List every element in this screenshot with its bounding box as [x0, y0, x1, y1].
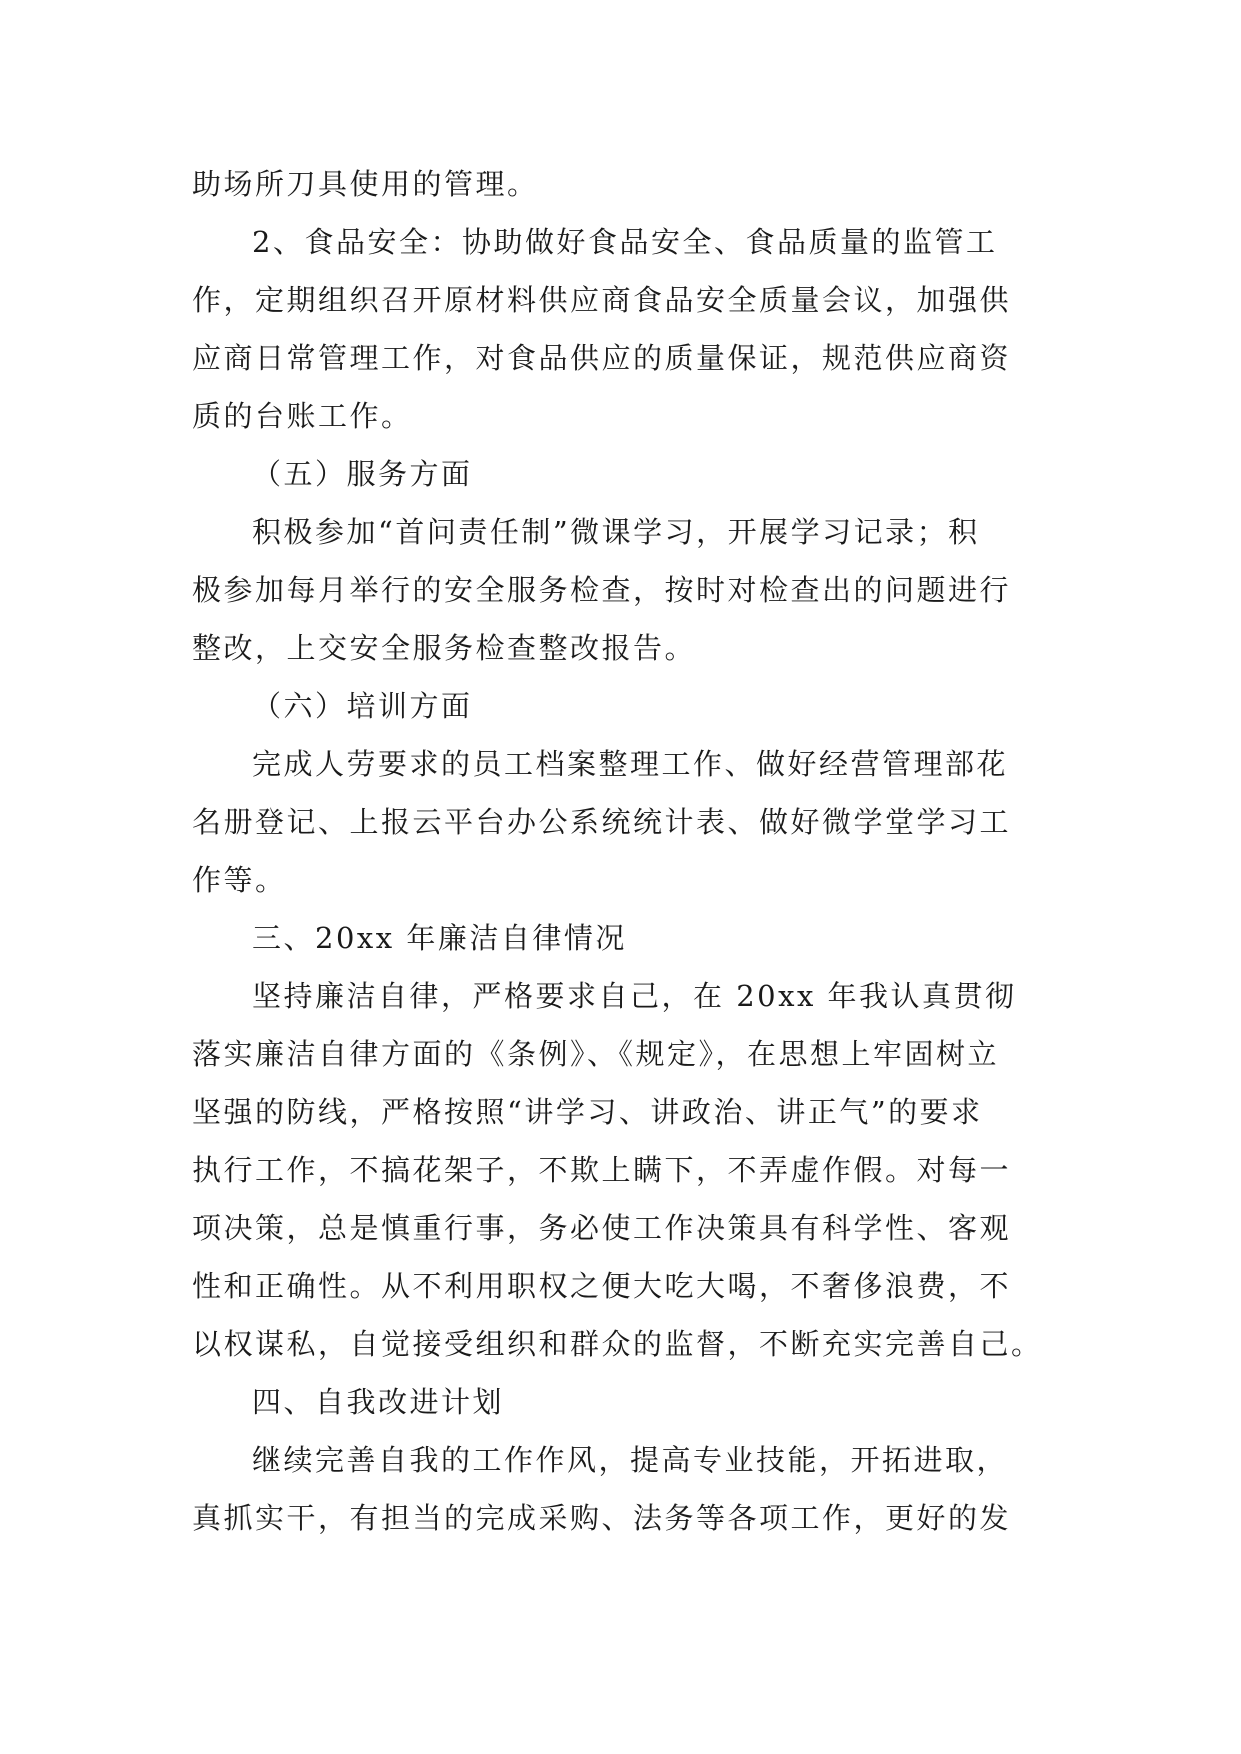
- document-body: [192, 155, 1052, 1547]
- text-line: 名册登记、上报云平台办公系统统计表、做好微学堂学习工: [192, 805, 1012, 839]
- text-line: 坚持廉洁自律，严格要求自己，在 20xx 年我认真贯彻: [252, 979, 1017, 1013]
- text-line: 完成人劳要求的员工档案整理工作、做好经营管理部花: [252, 747, 1009, 781]
- text-line: 质的台账工作。: [192, 399, 413, 433]
- text-line: 2、食品安全：协助做好食品安全、食品质量的监管工: [252, 225, 998, 259]
- text-line: 真抓实干，有担当的完成采购、法务等各项工作，更好的发: [192, 1501, 1012, 1535]
- section-heading: （六）培训方面: [252, 689, 473, 723]
- text-line: 性和正确性。从不利用职权之便大吃大喝，不奢侈浪费，不: [192, 1269, 1012, 1303]
- section-heading: 三、20xx 年廉洁自律情况: [252, 921, 627, 955]
- text-line: 积极参加“首问责任制”微课学习，开展学习记录；积: [252, 515, 980, 549]
- section-heading: （五）服务方面: [252, 457, 473, 491]
- text-line: 极参加每月举行的安全服务检查，按时对检查出的问题进行: [192, 573, 1012, 607]
- text-line: 以权谋私，自觉接受组织和群众的监督，不断充实完善自己。: [192, 1327, 1043, 1361]
- text-line: 应商日常管理工作，对食品供应的质量保证，规范供应商资: [192, 341, 1012, 375]
- section-heading: 四、自我改进计划: [252, 1385, 505, 1419]
- text-line: 继续完善自我的工作作风，提高专业技能，开拓进取，: [252, 1443, 1009, 1477]
- text-line: 整改，上交安全服务检查整改报告。: [192, 631, 697, 665]
- text-line: 项决策，总是慎重行事，务必使工作决策具有科学性、客观: [192, 1211, 1012, 1245]
- text-line: 落实廉洁自律方面的《条例》、《规定》，在思想上牢固树立: [192, 1037, 1000, 1071]
- text-line: 作，定期组织召开原材料供应商食品安全质量会议，加强供: [192, 283, 1012, 317]
- text-line: 坚强的防线，严格按照“讲学习、讲政治、讲正气”的要求: [192, 1095, 983, 1129]
- text-line: 执行工作，不搞花架子，不欺上瞒下，不弄虚作假。对每一: [192, 1153, 1012, 1187]
- text-line: 作等。: [192, 863, 287, 897]
- text-line: 助场所刀具使用的管理。: [192, 167, 539, 201]
